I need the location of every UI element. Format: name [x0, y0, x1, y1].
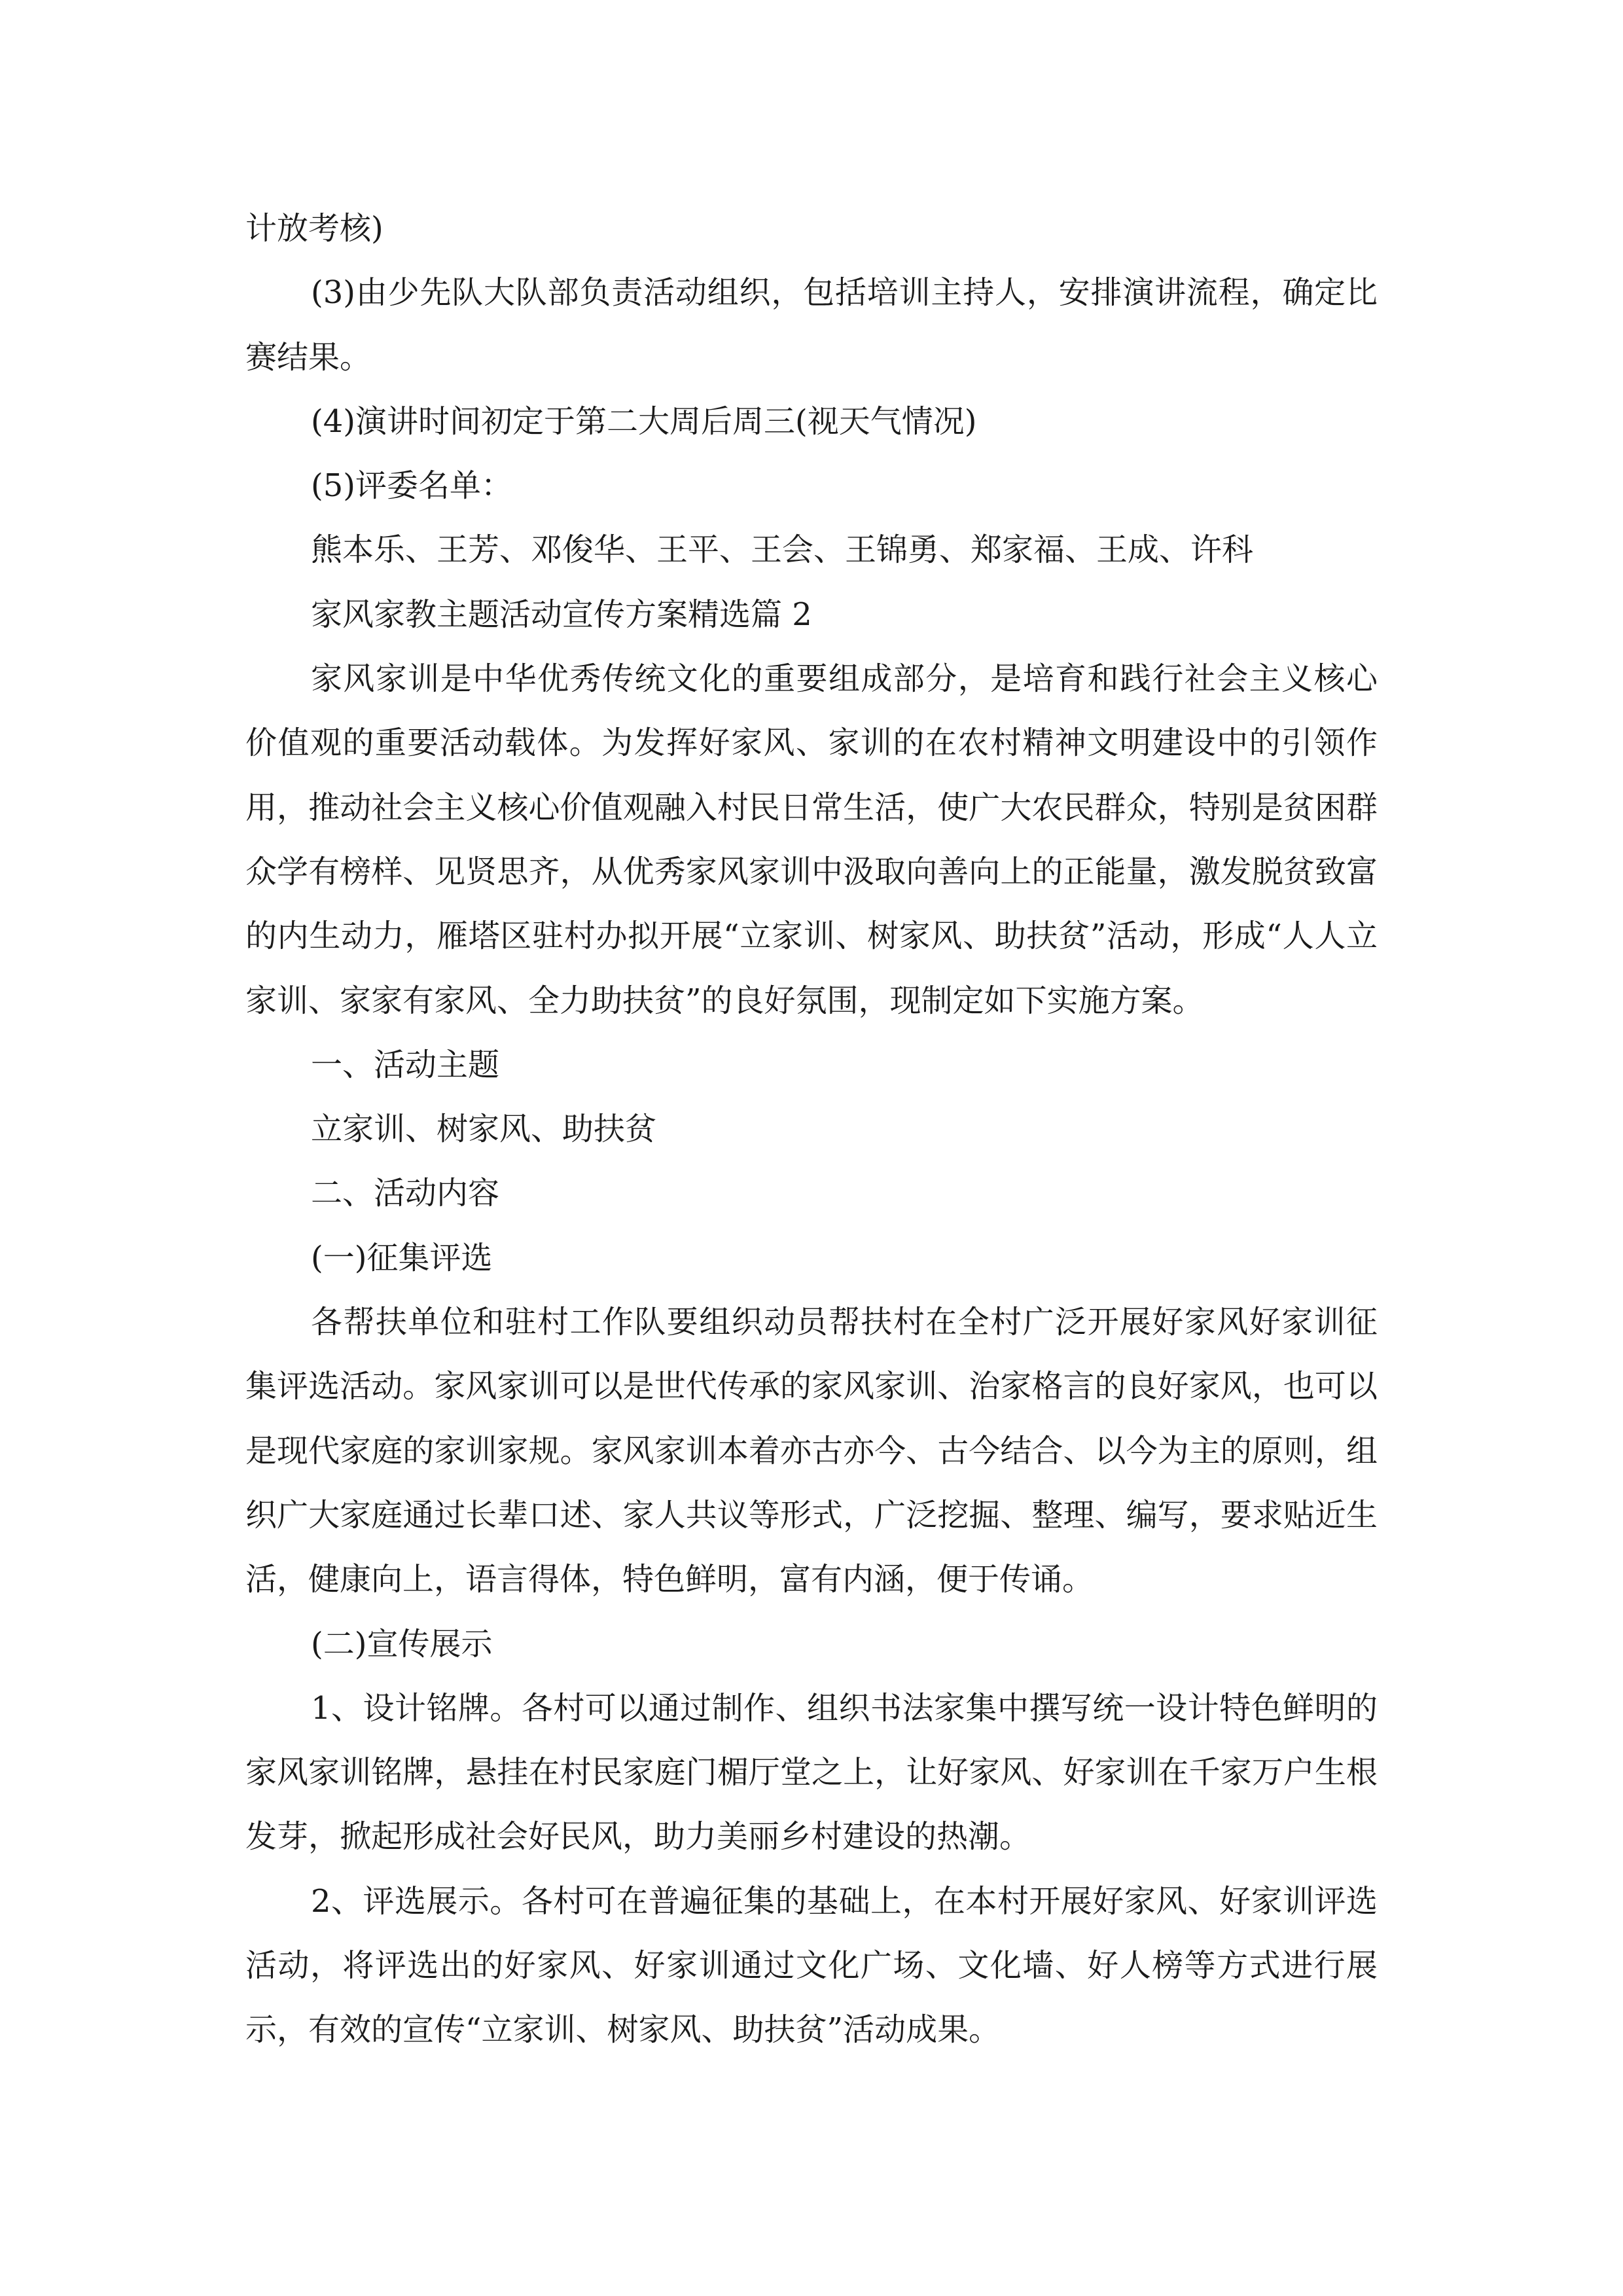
collection-paragraph: 各帮扶单位和驻村工作队要组织动员帮扶村在全村广泛开展好家风好家训征集评选活动。家风家训可以是世代传承的家风家训、治家格言的良好家风，也可以是现代家庭的家训家规。家风家训本着亦古亦今、古今结合、以今为主的原则，组织广大家庭通过长辈口述、家人共议等形式，广泛挖掘、整理、编写，要求贴近生活，健康向上，语言得体，特色鲜明，富有内涵，便于传诵。 — [245, 1304, 1378, 1598]
section-title: 家风家教主题活动宣传方案精选篇 2 — [311, 596, 812, 633]
activity-theme-text: 立家训、树家风、助扶贫 — [311, 1111, 657, 1148]
judges-list: 熊本乐、王芳、邓俊华、王平、王会、王锦勇、郑家福、王成、许科 — [311, 531, 1254, 569]
publicity-item-2: 2、评选展示。各村可在普遍征集的基础上，在本村开展好家风、好家训评选活动，将评选出的好家风、好家训通过文化广场、文化墙、好人榜等方式进行展示，有效的宣传“立家训、树家风、助扶贫”活动成果。 — [245, 1882, 1378, 2049]
paragraph-continuation: 计放考核) — [245, 210, 383, 247]
paragraph-item-3: (3)由少先队大队部负责活动组织，包括培训主持人，安排演讲流程，确定比赛结果。 — [245, 274, 1378, 376]
intro-paragraph: 家风家训是中华优秀传统文化的重要组成部分，是培育和践行社会主义核心价值观的重要活动载体。为发挥好家风、家训的在农村精神文明建设中的引领作用，推动社会主义核心价值观融入村民日常生活，使广大农民群众，特别是贫困群众学有榜样、见贤思齐，从优秀家风家训中汲取向善向上的正能量，激发脱贫致富的内生动力，雁塔区驻村办拟开展“立家训、树家风、助扶贫”活动，形成“人人立家训、家家有家风、全力助扶贫”的良好氛围，现制定如下实施方案。 — [245, 660, 1378, 1019]
publicity-item-1: 1、设计铭牌。各村可以通过制作、组织书法家集中撰写统一设计特色鲜明的家风家训铭牌，悬挂在村民家庭门楣厅堂之上，让好家风、好家训在千家万户生根发芽，掀起形成社会好民风，助力美丽乡村建设的热潮。 — [245, 1689, 1378, 1856]
heading-activity-theme: 一、活动主题 — [311, 1046, 500, 1083]
heading-activity-content: 二、活动内容 — [311, 1175, 500, 1212]
paragraph-item-5: (5)评委名单： — [311, 467, 512, 505]
subheading-collection: (一)征集评选 — [311, 1239, 493, 1276]
document-body — [245, 196, 1378, 2062]
subheading-publicity: (二)宣传展示 — [311, 1625, 493, 1662]
paragraph-item-4: (4)演讲时间初定于第二大周后周三(视天气情况) — [311, 403, 977, 440]
